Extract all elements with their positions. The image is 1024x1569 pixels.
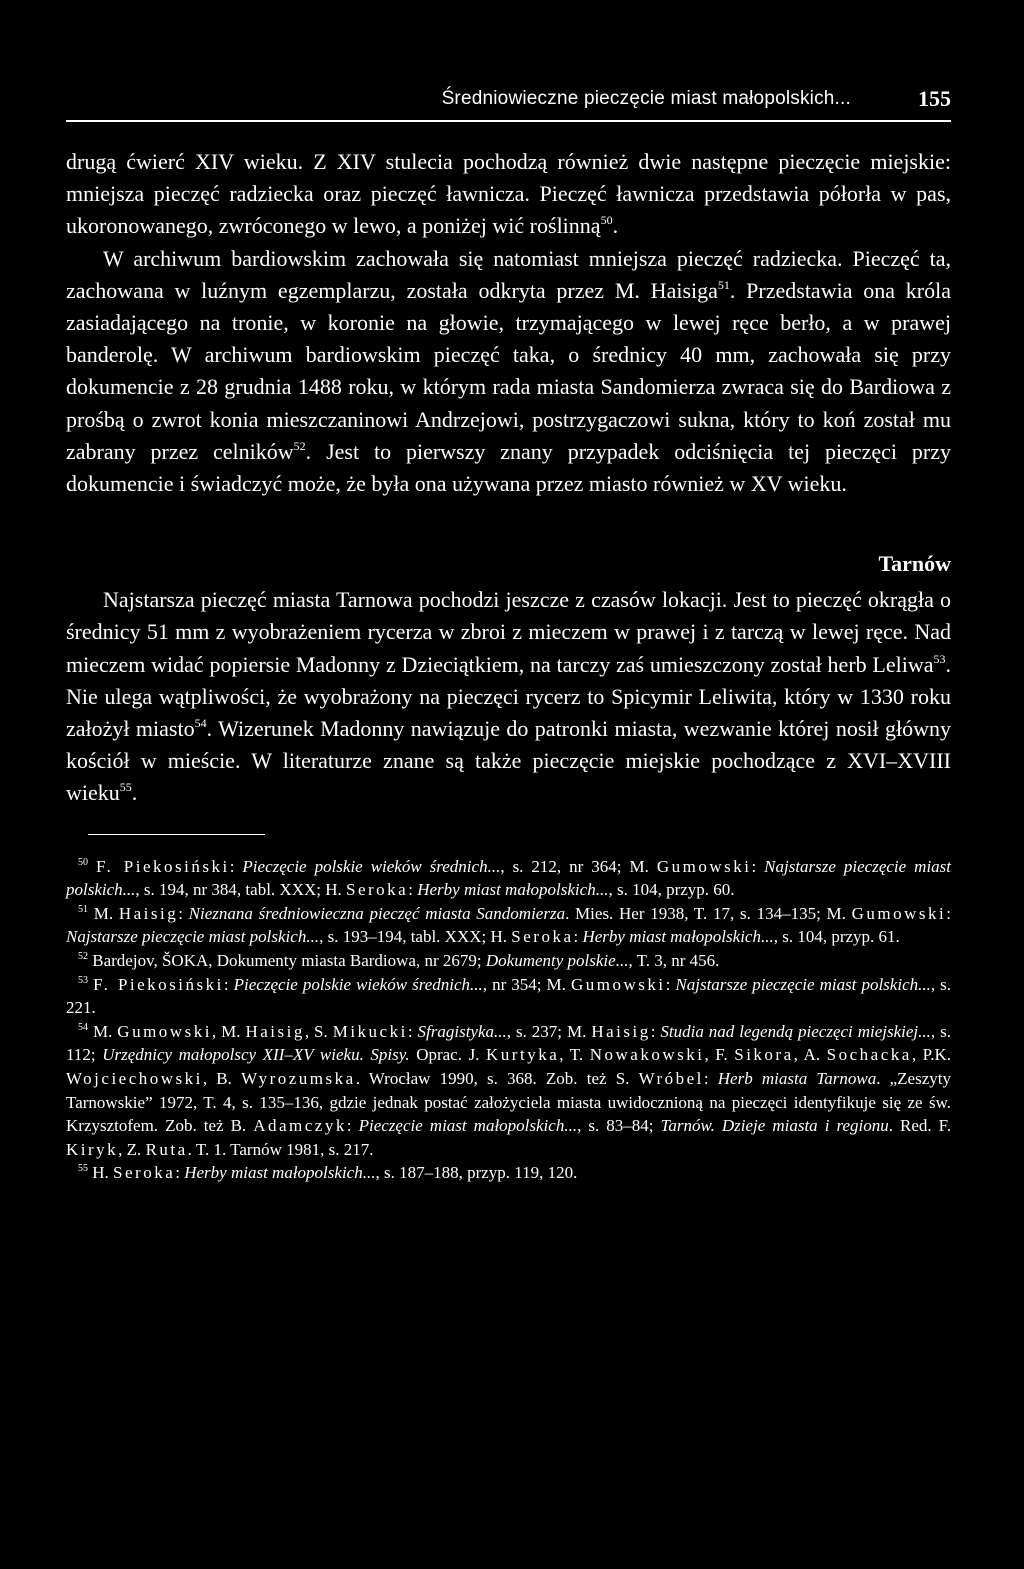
text-run: Bardejov, ŠOKA, Dokumenty miasta Bardiowa, nr 2679; — [92, 951, 486, 971]
author-name: Mikucki — [332, 1021, 408, 1041]
paragraph — [66, 146, 951, 243]
footnotes — [66, 855, 951, 1185]
text-run: , s. 104, przyp. 60. — [608, 880, 735, 900]
citation-title: Herb miasta Tarnowa — [717, 1069, 877, 1088]
author-name: Wojciechowski — [66, 1069, 203, 1088]
author-name: Adamczyk — [253, 1116, 347, 1136]
author-name: Nowakowski — [589, 1045, 705, 1065]
author-name: Wróbel — [638, 1069, 704, 1088]
page-number: 155 — [918, 86, 951, 111]
citation-title: Herby miast małopolskich... — [184, 1163, 376, 1183]
text-run: W archiwum bardiowskim zachowała się natomiast mniejsza pieczęć radziecka. Pieczęć ta, zachowana w luźnym egzemplarzu, została odkryta przez M. Haisiga — [66, 245, 951, 303]
text-run: , S. — [304, 1021, 333, 1041]
text-run: , M. — [211, 1021, 246, 1041]
text-run: . Jest to pierwszy znany przypadek odciśnięcia tej pieczęci przy dokumencie i świadczyć może, że była ona używana przez miasto również w XV wieku. — [66, 438, 951, 497]
text-run: , s. 83–84; — [577, 1116, 661, 1136]
text-run: : — [650, 1021, 661, 1041]
text-run: , s. 104, przyp. 61. — [773, 927, 900, 947]
text-run: , nr 354; M. — [482, 974, 571, 994]
footnote-number: 55 — [78, 1163, 88, 1175]
author-name: Sochacka — [826, 1045, 912, 1065]
text-run: : — [703, 1069, 718, 1088]
text-run: : — [665, 974, 676, 994]
text-run: Najstarsza pieczęć miasta Tarnowa pochodzi jeszcze z czasów lokacji. Jest to pieczęć okrągła o średnicy 51 mm z wyobrażeniem rycerza w zbroi z mieczem w prawej i z tarczą w lewej ręce. Nad mieczem widać popiersie Madonny z Dzieciątkiem, na tarczy zaś umieszczony został herb Leliwa — [66, 587, 951, 677]
text-run: : — [751, 856, 765, 876]
text-run: , F. — [704, 1045, 735, 1065]
main-text — [66, 146, 951, 810]
text-run: : — [229, 856, 243, 876]
citation-title: Sfragistyka... — [417, 1021, 507, 1041]
text-run: , s. 237; M. — [506, 1021, 592, 1041]
citation-title: Herby miast małopolskich... — [582, 927, 774, 947]
author-name: Sikora — [734, 1045, 794, 1065]
author-name: Haisig — [118, 903, 179, 923]
text-run: . Wrocław 1990, s. 368. Zob. też S. — [355, 1069, 639, 1088]
citation-title: Najstarsze pieczęcie miast polskich... — [66, 927, 320, 947]
paragraph — [66, 243, 951, 501]
text-run: , s. 193–194, tabl. XXX; H. — [319, 927, 512, 947]
footnote-ref: 50 — [600, 213, 613, 228]
footnote — [66, 1020, 951, 1162]
citation-title: Pieczęcie miast małopolskich... — [358, 1116, 578, 1136]
text-run: , s. 212, nr 364; M. — [500, 856, 657, 876]
author-name: Haisig — [591, 1021, 651, 1041]
text-run: . Red. F. — [888, 1116, 952, 1136]
citation-title: Tarnów. Dzieje miasta i regionu — [660, 1116, 889, 1136]
text-run: , B. — [202, 1069, 242, 1088]
footnote-ref: 53 — [933, 651, 946, 666]
text-run: . — [131, 780, 138, 806]
footnote — [66, 855, 951, 902]
citation-title: Dokumenty polskie... — [485, 951, 629, 971]
footnote-number: 50 — [78, 856, 88, 868]
text-run: , Z. — [118, 1139, 146, 1159]
footnote-number: 51 — [78, 903, 88, 915]
citation-title: Urzędnicy małopolscy XII–XV wieku. Spisy. — [102, 1045, 410, 1065]
author-name: Wyrozumska — [241, 1069, 356, 1088]
author-name: Kurtyka — [486, 1045, 560, 1065]
footnote-number: 52 — [78, 951, 88, 963]
footnote-separator — [88, 834, 265, 835]
footnote-ref: 54 — [194, 716, 207, 731]
text-run: , s. 194, nr 384, tabl. XXX; H. — [135, 880, 347, 900]
author-name: Seroka — [346, 880, 409, 900]
footnote — [66, 1161, 951, 1185]
footnote-ref: 51 — [717, 277, 730, 292]
text-run: . T. 1. Tarnów 1981, s. 217. — [187, 1139, 374, 1159]
citation-title: Nieznana średniowieczna pieczęć miasta Sandomierza — [188, 903, 566, 923]
text-run: , A. — [793, 1045, 827, 1065]
author-name: Gumowski — [851, 903, 947, 923]
text-run: : — [346, 1116, 359, 1136]
text-run: H. — [92, 1163, 114, 1183]
citation-title: Pieczęcie polskie wieków średnich... — [242, 856, 501, 876]
author-name: Gumowski — [117, 1021, 212, 1041]
text-run: M. — [92, 1021, 118, 1041]
citation-title: Herby miast małopolskich... — [417, 880, 609, 900]
footnote — [66, 902, 951, 949]
author-name: Ruta — [145, 1139, 188, 1159]
text-run: : — [407, 1021, 418, 1041]
author-name: F. Piekosiński — [93, 974, 224, 994]
text-run: , T. — [559, 1045, 590, 1065]
text-run: : — [175, 1163, 185, 1183]
footnote-ref: 55 — [119, 780, 132, 795]
footnote — [66, 949, 951, 973]
author-name: Kiryk — [66, 1139, 119, 1159]
author-name: Haisig — [245, 1021, 305, 1041]
author-name: F. Piekosiński — [95, 856, 230, 876]
text-run: . „Zeszyty Tarnowskie” 1972, T. 4, s. 135–136, gdzie jednak postać założyciela miasta uwidocznioną na pieczęci identyfikuje się ze św. Krzysztofem. Zob. też B. — [66, 1069, 951, 1136]
text-run: : — [573, 927, 583, 947]
footnote — [66, 973, 951, 1020]
text-run: : — [178, 903, 189, 923]
text-run: . — [612, 213, 619, 239]
text-run: drugą ćwierć XIV wieku. Z XIV stulecia pochodzą również dwie następne pieczęcie miejskie: mniejsza pieczęć radziecka oraz pieczęć ławnicza. Pieczęć ławnicza przedstawia półorła w pas, ukoronowanego, zwróconego w lewo, a poniżej wić roślinną — [66, 149, 951, 239]
author-name: Gumowski — [570, 974, 666, 994]
citation-title: Najstarsze pieczęcie miast polskich... — [66, 856, 952, 900]
text-run: , s. 112; — [66, 1021, 951, 1065]
running-header — [66, 0, 951, 123]
text-run: : — [946, 903, 951, 923]
text-run: M. — [93, 903, 119, 923]
paragraph — [66, 584, 951, 809]
citation-title: Studia nad legendą pieczęci miejskiej... — [660, 1021, 931, 1041]
footnote-number: 54 — [78, 1021, 88, 1033]
text-run: . Nie ulega wątpliwości, że wyobrażony na pieczęci rycerz to Spicymir Leliwita, który w 1330 roku założył miasto — [66, 651, 951, 742]
text-run: Oprac. J. — [409, 1045, 487, 1065]
citation-title: Najstarsze pieczęcie miast polskich... — [675, 974, 931, 994]
author-name: Seroka — [113, 1163, 176, 1183]
book-page — [66, 0, 951, 1185]
text-run: . Mies. Her 1938, T. 17, s. 134–135; M. — [565, 903, 852, 923]
footnote-number: 53 — [78, 974, 88, 986]
text-run: , T. 3, nr 456. — [628, 951, 720, 971]
section-heading: Tarnów — [878, 551, 951, 577]
text-run: , s. 187–188, przyp. 119, 120. — [375, 1163, 578, 1183]
text-run: . Przedstawia ona króla zasiadającego na tronie, w koronie na głowie, trzymającego w lewej ręce berło, a w prawej banderolę. W archiwum bardiowskim pieczęć taka, o średnicy 40 mm, zachowała się przy dokumencie z 28 grudnia 1488 roku, w którym rada miasta Sandomierza zwraca się do Bardiowa z prośbą o zwrot konia mieszczaninowi Andrzejowi, postrzygaczowi sukna, który to koń został mu zabrany przez celników — [66, 277, 951, 464]
author-name: Seroka — [511, 927, 574, 947]
citation-title: Pieczęcie polskie wieków średnich... — [233, 974, 483, 994]
running-title: Średniowieczne pieczęcie miast małopolskich... — [441, 88, 851, 109]
text-run: . Wizerunek Madonny nawiązuje do patronki miasta, wezwanie której nosił główny kościół w mieście. W literaturze znane są także pieczęcie miejskie pochodzące z XVI–XVIII wieku — [66, 716, 951, 806]
header-rule — [66, 120, 951, 122]
text-run: , P.K. — [911, 1045, 951, 1065]
author-name: Gumowski — [656, 856, 752, 876]
text-run: , s. 221. — [66, 974, 952, 1018]
text-run: : — [223, 974, 234, 994]
footnote-ref: 52 — [293, 438, 306, 453]
text-run: : — [408, 880, 418, 900]
